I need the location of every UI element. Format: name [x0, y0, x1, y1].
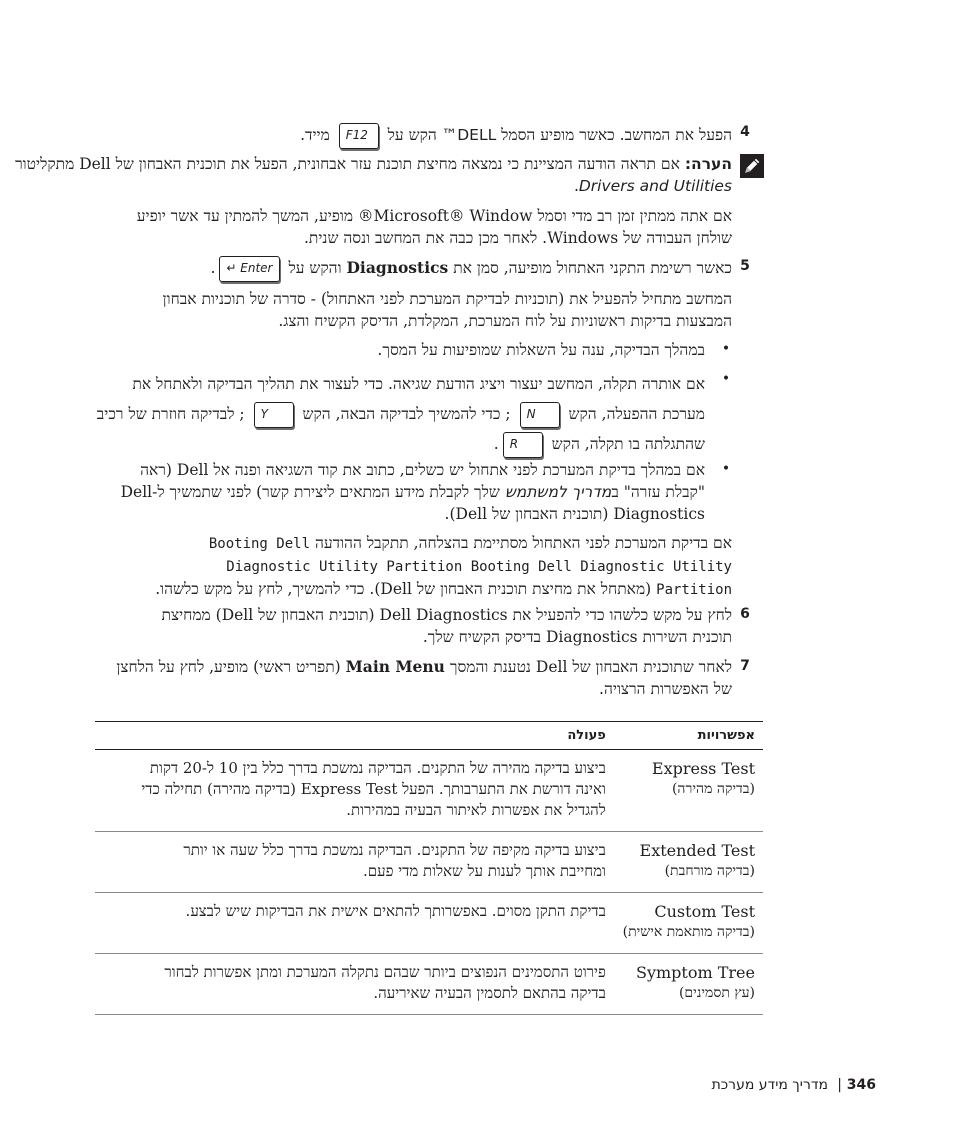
table-header-row	[95, 722, 763, 750]
bullet-dot: •	[721, 341, 731, 357]
bullet-3	[75, 459, 705, 525]
bullet-2-line-3-a: שהתגלתה בו תקלה, הקש	[551, 435, 705, 453]
bullet-1-text: במהלך הבדיקה, ענה על השאלות שמופיעות על המסך.	[377, 341, 705, 359]
step-5-text	[102, 256, 732, 282]
step-7-line-2: של האפשרות הרצויה.	[599, 680, 732, 698]
option-name: Symptom Tree	[636, 963, 755, 982]
bullet-3-line-2-a: "קבלת עזרה" ב	[611, 483, 705, 501]
option-cell	[614, 750, 763, 832]
action-cell	[95, 954, 614, 1015]
action-cell	[95, 893, 614, 954]
step-4-text	[102, 123, 732, 149]
step-number-6: 6	[740, 606, 750, 622]
step-4-text-a: הפעל את המחשב. כאשר מופיע הסמל	[501, 126, 732, 144]
step-7-line-1-b: (תפריט ראשי) מופיע, לחץ על הלחצן	[116, 658, 341, 676]
header-options: אפשרויות	[614, 722, 763, 750]
key-enter-icon: ↵ Enter	[219, 256, 279, 282]
computer-paragraph	[102, 288, 732, 332]
step-5-text-b: והקש על	[288, 259, 342, 277]
option-name: Custom Test	[654, 902, 755, 921]
step-5-diagnostics: Diagnostics	[346, 258, 449, 277]
table-row	[95, 954, 763, 1015]
bullet-3-line-1: אם במהלך בדיקת המערכת לפני אתחול יש כשלים, כתוב את קוד השגיאה ופנה אל Dell (ראה	[140, 461, 705, 479]
option-name: Extended Test	[639, 841, 755, 860]
action-line: ומחייבת אותך לענות על שאלות מדי פעם.	[363, 862, 606, 880]
note-end: .	[573, 177, 579, 195]
wait-paragraph	[102, 205, 732, 249]
bullet-2	[75, 369, 705, 459]
option-cell	[614, 893, 763, 954]
bullet-2-line-2-c: ; לבדיקה חוזרת של רכיב	[96, 405, 245, 423]
action-cell	[95, 832, 614, 893]
booting-line-3-mono: Partition	[656, 582, 732, 598]
header-action: פעולה	[95, 722, 614, 750]
step-5-text-a: כאשר רשימת התקני האתחול מופיעה, סמן את	[453, 259, 732, 277]
bullet-3-line-3: Diagnostics (תוכנית האבחון של Dell).	[444, 505, 705, 523]
bullet-2-line-3-end: .	[493, 435, 499, 453]
option-name-he: (עץ תסמינים)	[678, 985, 755, 1001]
action-line: ביצוע בדיקה מקיפה של התקנים. הבדיקה נמשכת בדרך כלל שעה או יותר	[183, 841, 606, 859]
action-line: בדיקה בהתאם לתסמין הבעיה שאיריעה.	[373, 984, 606, 1002]
action-cell	[95, 750, 614, 832]
step-number-4: 4	[740, 124, 750, 140]
page-number: 346	[846, 1077, 876, 1093]
booting-paragraph	[102, 532, 732, 601]
bullet-2-line-2-a: מערכת ההפעלה, הקש	[568, 405, 705, 423]
step-7-text	[102, 656, 732, 700]
bullet-2-line-2-b: ; כדי להמשיך לבדיקה הבאה, הקש	[302, 405, 511, 423]
bullet-3-user-guide: מדריך למשתמש	[504, 483, 612, 501]
option-name: Express Test	[651, 759, 755, 778]
option-cell	[614, 832, 763, 893]
step-4-text-c: מייד.	[300, 126, 330, 144]
table-row	[95, 832, 763, 893]
table-row	[95, 750, 763, 832]
note-label: הערה:	[684, 155, 732, 173]
diagnostics-options-table	[95, 721, 763, 1015]
step-6-line-2: תוכנית השירות Diagnostics בדיסק הקשיח שלך.	[422, 628, 732, 646]
bullet-dot: •	[721, 371, 731, 387]
key-enter-label: Enter	[240, 261, 273, 275]
booting-line-3-b: (מאתחל את מחיצת תוכנית האבחון של Dell). כדי להמשיך, לחץ על מקש כלשהו.	[155, 580, 652, 598]
key-r-icon: R	[503, 432, 543, 458]
footer-title: מדריך מידע מערכת	[711, 1077, 828, 1093]
footer-separator: |	[837, 1077, 842, 1093]
action-line: להגדיל את אפשרות לאיתור הבעיה במהירות.	[346, 801, 606, 819]
page-footer	[690, 1077, 890, 1097]
step-7-main-menu: Main Menu	[345, 657, 445, 676]
step-number-5: 5	[740, 258, 750, 274]
bullet-3-line-2-b: שלך לקבלת מידע המתאים ליצירת קשר) לפני שתמשיך ל-Dell	[120, 483, 500, 501]
step-number-7: 7	[740, 658, 750, 674]
step-6-line-1: לחץ על מקש כלשהו כדי להפעיל את Dell Diagnostics (תוכנית האבחון של Dell) ממחיצת	[161, 606, 732, 624]
action-line: ביצוע בדיקה מהירה של התקנים. הבדיקה נמשכת בדרך כלל בין 10 ל-20 דקות	[149, 759, 606, 777]
bullet-dot: •	[721, 461, 731, 477]
table-row	[95, 893, 763, 954]
option-cell	[614, 954, 763, 1015]
action-line: ואינה דורשת את התערבותך. הפעל Express Test (בדיקה מהירה) תחילה כדי	[141, 780, 606, 798]
computer-line-2: המבצעות בדיקות ראשוניות על לוח המערכת, המקלדת, הדיסק הקשיח והצג.	[278, 312, 732, 330]
key-f12-icon: F12	[339, 123, 379, 149]
bullet-2-line-1: אם אותרה תקלה, המחשב יעצור ויציג הודעת שגיאה. כדי לעצור את תהליך הבדיקה ולאתחל את	[132, 375, 705, 393]
option-name-he: (בדיקה מהירה)	[671, 781, 755, 797]
note-text: אם תראה הודעה המציינת כי נמצאה מחיצת תוכנת עזר אבחונית, הפעל את תוכנית האבחון של Dell מתקליטור	[15, 155, 680, 173]
key-y-icon: Y	[254, 402, 294, 428]
note-italic-cd: Drivers and Utilities	[578, 177, 732, 195]
step-5-end: .	[210, 259, 216, 277]
note-block	[15, 153, 732, 197]
action-line: פירוט התסמינים הנפוצים ביותר שבהם נתקלה המערכת ומתן אפשרות לבחור	[164, 963, 606, 981]
key-n-icon: N	[520, 402, 560, 428]
step-6-text	[102, 604, 732, 648]
booting-line-1-mono: Booting Dell	[208, 536, 311, 552]
wait-line-1: אם אתה ממתין זמן רב מדי וסמל Microsoft® Window® מופיע, המשך להמתין עד אשר יופיע	[136, 207, 732, 225]
booting-line-1-a: אם בדיקת המערכת לפני האתחול מסתיימת בהצלחה, תתקבל ההודעה	[314, 534, 732, 552]
option-name-he: (בדיקה מורחבת)	[664, 863, 755, 879]
option-name-he: (בדיקה מותאמת אישית)	[622, 924, 755, 940]
note-pencil-icon	[740, 154, 764, 178]
step-7-line-1-a: לאחר שתוכנית האבחון של Dell נטענת והמסך	[449, 658, 732, 676]
step-4-text-b: הקש על	[387, 126, 437, 144]
dell-trademark: DELL™	[441, 126, 497, 144]
booting-line-2-mono: Diagnostic Utility Partition Booting Dell Diagnostic Utility	[226, 559, 732, 575]
wait-line-2: שולחן העבודה של Windows. לאחר מכן כבה את המחשב ונסה שנית.	[303, 229, 732, 247]
computer-line-1: המחשב מתחיל להפעיל את (תוכניות לבדיקת המערכת לפני האתחול) - סדרה של תוכניות אבחון	[162, 290, 732, 308]
action-line: בדיקת התקן מסוים. באפשרותך להתאים אישית את הבדיקות שיש לבצע.	[185, 902, 606, 920]
bullet-1	[105, 339, 705, 361]
